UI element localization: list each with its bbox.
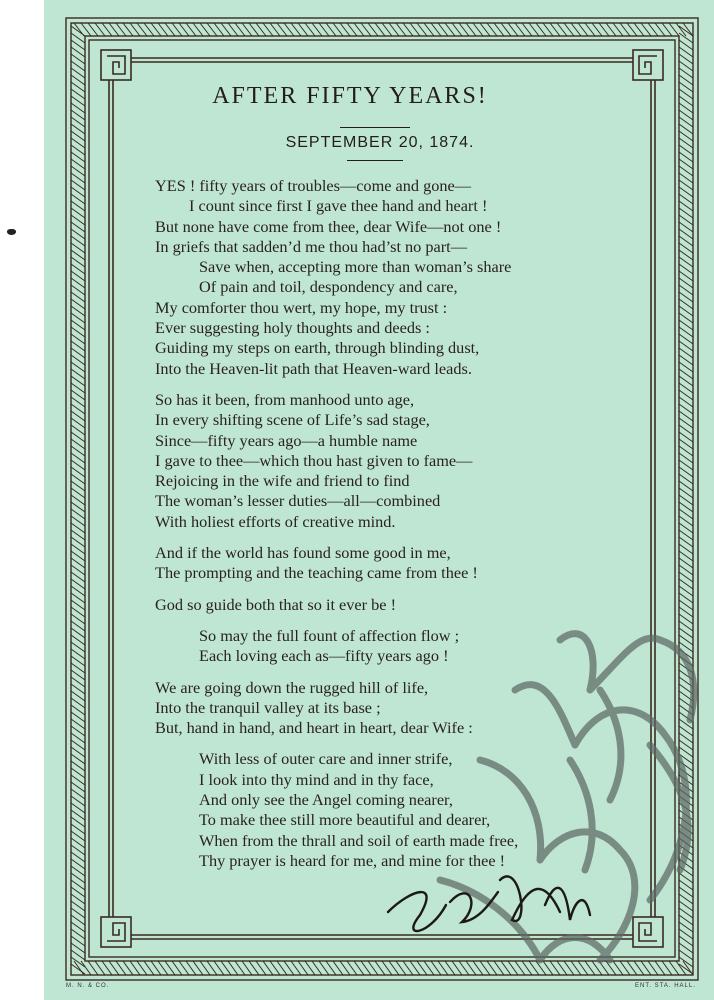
poem-line: The woman’s lesser duties—all—combined <box>155 491 441 511</box>
poem-line: The prompting and the teaching came from thee ! <box>155 563 478 583</box>
poem-line: Of pain and toil, despondency and care, <box>199 277 458 297</box>
poem-line: But, hand in hand, and heart in heart, dear Wife : <box>155 718 473 738</box>
corner-key-bottom-right <box>633 917 663 947</box>
poem-line: When from the thrall and soil of earth made free, <box>199 830 519 850</box>
stanza-gap <box>155 532 615 543</box>
poem-line: YES ! fifty years of troubles—come and gone— <box>155 176 472 195</box>
printer-credit: M. N. & CO. <box>66 983 110 989</box>
poem-line: To make thee still more beautiful and dearer, <box>199 810 491 830</box>
poem-line: In every shifting scene of Life’s sad stage, <box>155 410 430 430</box>
poem-line: In griefs that sadden’d me thou had’st no part— <box>155 236 467 256</box>
poem-line: Rejoicing in the wife and friend to find <box>155 471 410 491</box>
poem-line: So may the full fount of affection flow ; <box>199 625 460 645</box>
stanza-gap <box>155 615 615 626</box>
poem-line: Into the Heaven-lit path that Heaven-ward leads. <box>155 358 472 378</box>
poem-line: My comforter thou wert, my hope, my trust : <box>155 297 448 317</box>
stanza-gap <box>155 379 615 390</box>
poem-date: SEPTEMBER 20, 1874. <box>285 134 475 151</box>
poem-line: Thy prayer is heard for me, and mine for thee ! <box>199 850 506 870</box>
poem-line: And if the world has found some good in me, <box>155 543 451 563</box>
registration-credit: ENT. STA. HALL. <box>635 983 696 989</box>
poem-line: So has it been, from manhood unto age, <box>155 389 415 409</box>
poem-line: I look into thy mind and in thy face, <box>199 769 434 789</box>
poem-line: We are going down the rugged hill of life, <box>155 677 429 697</box>
corner-key-top-left <box>101 50 131 80</box>
poem-line: Ever suggesting holy thoughts and deeds : <box>155 318 430 338</box>
poem-line: Since—fifty years ago—a humble name <box>155 430 418 450</box>
poem-title: AFTER FIFTY YEARS! <box>212 83 488 109</box>
poem-body <box>155 176 615 871</box>
poem-line: I count since first I gave thee hand and heart ! <box>189 196 488 216</box>
title-divider <box>340 127 410 128</box>
poem-line: With less of outer care and inner strife, <box>199 749 453 769</box>
poem-line: Guiding my steps on earth, through blinding dust, <box>155 338 480 358</box>
poem-line: I gave to thee—which thou hast given to fame— <box>155 450 473 470</box>
poem-line: Into the tranquil valley at its base ; <box>155 697 381 717</box>
corner-key-bottom-left <box>101 917 131 947</box>
poem-line: But none have come from thee, dear Wife—not one ! <box>155 216 502 236</box>
poem-line: God so guide both that so it ever be ! <box>155 594 397 614</box>
poem-line: With holiest efforts of creative mind. <box>155 511 396 531</box>
stanza-gap <box>155 738 615 749</box>
corner-key-top-right <box>633 50 663 80</box>
stanza-gap <box>155 584 615 595</box>
stanza-gap <box>155 667 615 678</box>
poem-line: And only see the Angel coming nearer, <box>199 790 453 810</box>
date-divider <box>347 160 403 161</box>
poem-line: Save when, accepting more than woman’s share <box>199 257 512 277</box>
poem-line: Each loving each as—fifty years ago ! <box>199 646 449 666</box>
